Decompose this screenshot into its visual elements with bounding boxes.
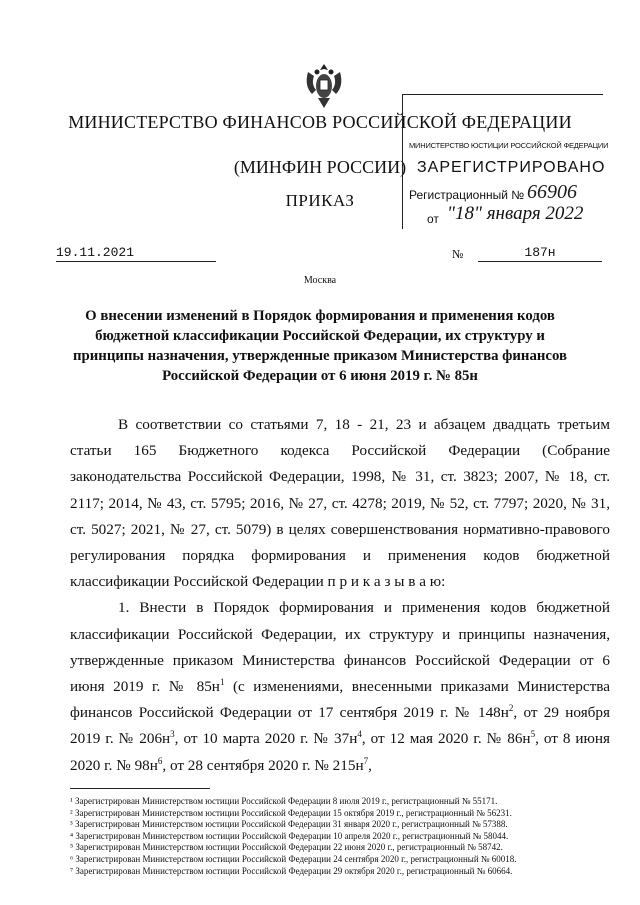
registration-stamp: [402, 94, 609, 229]
stamp-reg-label: Регистрационный №: [409, 188, 525, 202]
footnote-separator: [70, 788, 210, 789]
stamp-date-label: от: [427, 212, 439, 226]
order-body: [70, 412, 610, 779]
stamp-reg-number: 66906: [527, 181, 577, 203]
footnote: ⁷ Зарегистрирован Министерством юстиции Российской Федерации 29 октября 2020 г., регистрационный № 60664.: [70, 865, 513, 876]
footnotes: [70, 796, 610, 877]
footnote: ⁵ Зарегистрирован Министерством юстиции Российской Федерации 22 июня 2020 г., регистрационный № 58742.: [70, 842, 503, 853]
footnote: ⁶ Зарегистрирован Министерством юстиции Российской Федерации 24 сентября 2020 г., регистрационный № 60018.: [70, 853, 517, 864]
order-number: 187н: [478, 245, 602, 262]
footnote: ⁴ Зарегистрирован Министерством юстиции Российской Федерации 10 апреля 2020 г., регистрационный № 58044.: [70, 830, 509, 841]
footnote: ³ Зарегистрирован Министерством юстиции Российской Федерации 31 января 2020 г., регистрационный № 57388.: [70, 819, 508, 830]
document-type: ПРИКАЗ: [285, 191, 355, 210]
paragraph-preamble: В соответствии со статьями 7, 18 - 21, 23 и абзацем двадцать третьим статьи 165 Бюджетного кодекса Российской Федерации (Собрание законодательства Российской Федерации, 1998, № 31, ст. 3823; 2007, № 18, ст. 2117; 2014, № 43, ст. 5795; 2016, № 27, ст. 4278; 2019, № 52, ст. 7797; 2020, № 31, ст. 5027; 2021, № 27, ст. 5079) в целях совершенствования нормативно-правового регулирования порядка формирования и применения кодов бюджетной классификации Российской Федерации п р и к а з ы в а ю:: [70, 416, 610, 591]
city: Москва: [303, 275, 337, 286]
order-title: О внесении изменений в Порядок формирования и применения кодов бюджетной классификации Российской Федерации, их структуру и принципы назначения, утвержденные приказом Министерства финансов Российской Федерации от 6 июня 2019 г. № 85н: [73, 308, 567, 384]
order-date: 19.11.2021: [56, 245, 216, 262]
ministry-short-name: (МИНФИН РОССИИ): [233, 157, 407, 177]
footnote: ¹ Зарегистрирован Министерством юстиции Российской Федерации 8 июля 2019 г., регистрационный № 55171.: [70, 796, 498, 806]
order-number-sign: №: [452, 247, 464, 261]
stamp-date-value: "18" января 2022: [447, 203, 584, 224]
footnote: ² Зарегистрирован Министерством юстиции Российской Федерации 15 октября 2019 г., регистрационный № 56231.: [70, 807, 512, 818]
ministry-name: МИНИСТЕРСТВО ФИНАНСОВ РОССИЙСКОЙ ФЕДЕРАЦИИ: [68, 112, 572, 132]
stamp-registered: ЗАРЕГИСТРИРОВАНО: [417, 159, 606, 176]
stamp-organization: МИНИСТЕРСТВО ЮСТИЦИИ РОССИЙСКОЙ ФЕДЕРАЦИИ: [409, 141, 609, 150]
paragraph-item-1: 1. Внести в Порядок формирования и применения кодов бюджетной классификации Российской Федерации, их структуру и принципы назначения, утвержденные приказом Министерства финансов Российской Федерации от 6 июня 2019 г. № $85н^1$ (с изменениями, внесенными приказами Министерства финансов Российской Федерации от 17 сентября 2019 г. № $148н^2$, от 29 ноября 2019 г. № $206н^3$, от 10 марта 2020 г. № $37н^4$, от 12 мая 2020 г. № $86н^5$, от 8 июня 2020 г. № $98н^6$, от 28 сентября 2020 г. № $215н^7$,: [70, 599, 610, 774]
coat-of-arms-icon: [302, 60, 346, 112]
